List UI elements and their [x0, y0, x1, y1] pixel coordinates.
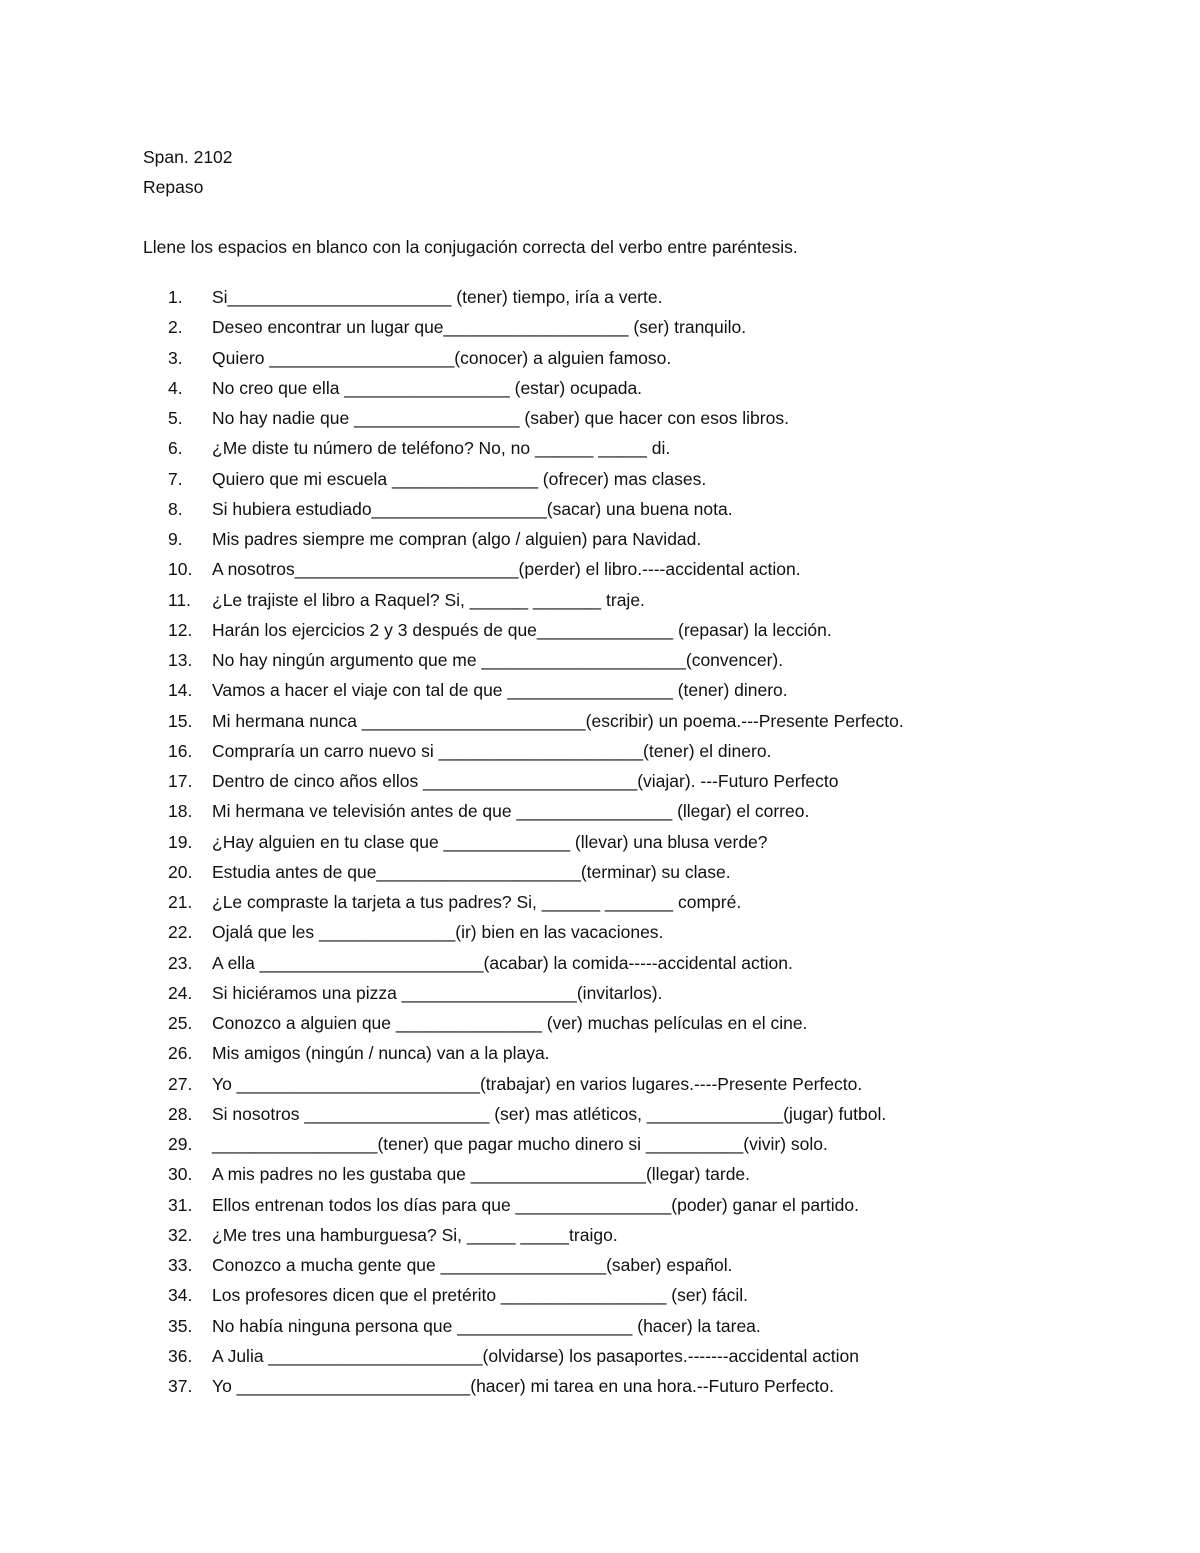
document-subtitle: Repaso	[143, 177, 204, 197]
question-number: 7.	[168, 468, 183, 489]
question-item	[0, 950, 1200, 980]
question-number: 4.	[168, 377, 183, 398]
question-text: Mi hermana nunca _______________________(escribir) un poema.---Presente Perfecto.	[212, 710, 904, 731]
instructions: Llene los espacios en blanco con la conjugación correcta del verbo entre paréntesis.	[143, 237, 798, 257]
question-number: 31.	[168, 1194, 193, 1215]
question-item	[0, 405, 1200, 435]
question-item	[0, 1161, 1200, 1191]
question-item	[0, 1252, 1200, 1282]
question-text: _________________(tener) que pagar mucho dinero si __________(vivir) solo.	[212, 1134, 828, 1154]
question-text: Deseo encontrar un lugar que___________________ (ser) tranquilo.	[212, 317, 747, 338]
question-item	[0, 617, 1200, 647]
question-text: Mi hermana ve televisión antes de que ________________ (llegar) el correo.	[212, 801, 810, 822]
question-item	[0, 1343, 1200, 1373]
question-text: No había ninguna persona que __________________ (hacer) la tarea.	[212, 1315, 761, 1336]
question-item	[0, 1282, 1200, 1312]
question-number: 1.	[168, 287, 183, 307]
question-number: 20.	[168, 861, 193, 882]
question-text: Si nosotros ___________________ (ser) mas atléticos, ______________(jugar) futbol.	[212, 1103, 887, 1124]
question-number: 11.	[168, 589, 192, 610]
question-number: 22.	[168, 922, 193, 943]
question-number: 36.	[168, 1345, 193, 1366]
question-number: 19.	[168, 831, 193, 852]
question-text: Ellos entrenan todos los días para que ________________(poder) ganar el partido.	[212, 1194, 860, 1215]
question-number: 17.	[168, 771, 193, 791]
question-item	[0, 768, 1200, 798]
question-number: 25.	[168, 1013, 193, 1033]
question-item	[0, 435, 1200, 465]
question-item	[0, 526, 1200, 556]
question-item	[0, 708, 1200, 738]
question-text: Dentro de cinco años ellos ______________________(viajar). ---Futuro Perfecto	[212, 771, 839, 791]
question-number: 26.	[168, 1043, 193, 1064]
question-number: 27.	[168, 1073, 193, 1094]
question-item	[0, 284, 1200, 314]
question-text: Conozco a alguien que _______________ (ver) muchas películas en el cine.	[212, 1013, 808, 1033]
question-number: 21.	[168, 892, 193, 912]
question-text: Si_______________________ (tener) tiempo, iría a verte.	[212, 287, 663, 307]
question-item	[0, 677, 1200, 707]
question-item	[0, 1192, 1200, 1222]
question-item	[0, 345, 1200, 375]
question-text: Harán los ejercicios 2 y 3 después de que______________ (repasar) la lección.	[212, 619, 832, 640]
question-text: Compraría un carro nuevo si _____________________(tener) el dinero.	[212, 740, 772, 761]
question-number: 24.	[168, 982, 193, 1003]
question-item	[0, 314, 1200, 344]
question-number: 16.	[168, 740, 193, 761]
question-text: A ella _______________________(acabar) la comida-----accidental action.	[212, 952, 793, 973]
question-number: 14.	[168, 680, 193, 701]
question-item	[0, 496, 1200, 526]
question-text: Ojalá que les ______________(ir) bien en las vacaciones.	[212, 922, 664, 943]
question-text: No hay ningún argumento que me _____________________(convencer).	[212, 650, 784, 670]
question-text: Estudia antes de que_____________________(terminar) su clase.	[212, 861, 731, 882]
question-item	[0, 466, 1200, 496]
question-number: 6.	[168, 438, 183, 459]
question-number: 3.	[168, 347, 183, 368]
question-item	[0, 980, 1200, 1010]
question-item	[0, 1131, 1200, 1161]
question-item	[0, 859, 1200, 889]
question-text: Si hiciéramos una pizza __________________(invitarlos).	[212, 982, 663, 1003]
question-text: Yo _________________________(trabajar) en varios lugares.----Presente Perfecto.	[212, 1073, 863, 1094]
question-text: Mis padres siempre me compran (algo / alguien) para Navidad.	[212, 529, 702, 549]
question-item	[0, 1010, 1200, 1040]
question-number: 28.	[168, 1103, 193, 1124]
question-text: Si hubiera estudiado__________________(sacar) una buena nota.	[212, 498, 733, 519]
question-text: ¿Le compraste la tarjeta a tus padres? Si, ______ _______ compré.	[212, 892, 742, 912]
question-item	[0, 919, 1200, 949]
question-number: 2.	[168, 317, 183, 338]
question-text: Conozco a mucha gente que _________________(saber) español.	[212, 1255, 733, 1275]
question-number: 13.	[168, 650, 193, 670]
question-number: 34.	[168, 1285, 193, 1306]
question-text: Quiero que mi escuela _______________ (ofrecer) mas clases.	[212, 468, 707, 489]
question-item	[0, 798, 1200, 828]
question-number: 5.	[168, 408, 183, 428]
question-number: 23.	[168, 952, 193, 973]
course-title: Span. 2102	[143, 147, 233, 167]
question-item	[0, 889, 1200, 919]
question-number: 33.	[168, 1255, 193, 1275]
question-text: Vamos a hacer el viaje con tal de que _________________ (tener) dinero.	[212, 680, 788, 701]
question-number: 29.	[168, 1134, 193, 1154]
question-item	[0, 829, 1200, 859]
question-text: No hay nadie que _________________ (saber) que hacer con esos libros.	[212, 408, 789, 428]
question-number: 15.	[168, 710, 193, 731]
question-item	[0, 738, 1200, 768]
question-number: 8.	[168, 498, 183, 519]
question-text: ¿Hay alguien en tu clase que _____________ (llevar) una blusa verde?	[212, 831, 768, 852]
question-text: ¿Me tres una hamburguesa? Si, _____ _____traigo.	[212, 1224, 618, 1245]
question-text: No creo que ella _________________ (estar) ocupada.	[212, 377, 643, 398]
question-number: 32.	[168, 1224, 193, 1245]
question-item	[0, 1071, 1200, 1101]
question-text: A mis padres no les gustaba que __________________(llegar) tarde.	[212, 1164, 751, 1185]
question-text: Mis amigos (ningún / nunca) van a la playa.	[212, 1043, 550, 1064]
question-number: 35.	[168, 1315, 193, 1336]
question-item	[0, 1222, 1200, 1252]
question-text: Quiero ___________________(conocer) a alguien famoso.	[212, 347, 672, 368]
question-number: 37.	[168, 1376, 193, 1396]
question-number: 9.	[168, 529, 183, 549]
question-number: 30.	[168, 1164, 193, 1185]
question-item	[0, 587, 1200, 617]
question-item	[0, 375, 1200, 405]
question-item	[0, 1101, 1200, 1131]
question-text: ¿Me diste tu número de teléfono? No, no ______ _____ di.	[212, 438, 671, 459]
question-item	[0, 647, 1200, 677]
question-number: 18.	[168, 801, 193, 822]
question-item	[0, 1040, 1200, 1070]
question-text: A Julia ______________________(olvidarse) los pasaportes.-------accidental action	[212, 1345, 859, 1366]
question-item	[0, 1373, 1200, 1403]
question-number: 10.	[168, 559, 193, 580]
question-text: ¿Le trajiste el libro a Raquel? Si, ______ _______ traje.	[212, 589, 645, 610]
question-text: Yo ________________________(hacer) mi tarea en una hora.--Futuro Perfecto.	[212, 1376, 835, 1396]
question-text: A nosotros_______________________(perder) el libro.----accidental action.	[212, 559, 801, 580]
question-item	[0, 556, 1200, 586]
question-item	[0, 1313, 1200, 1343]
question-text: Los profesores dicen que el pretérito _________________ (ser) fácil.	[212, 1285, 749, 1306]
question-number: 12.	[168, 619, 193, 640]
question-list	[0, 284, 1200, 1403]
